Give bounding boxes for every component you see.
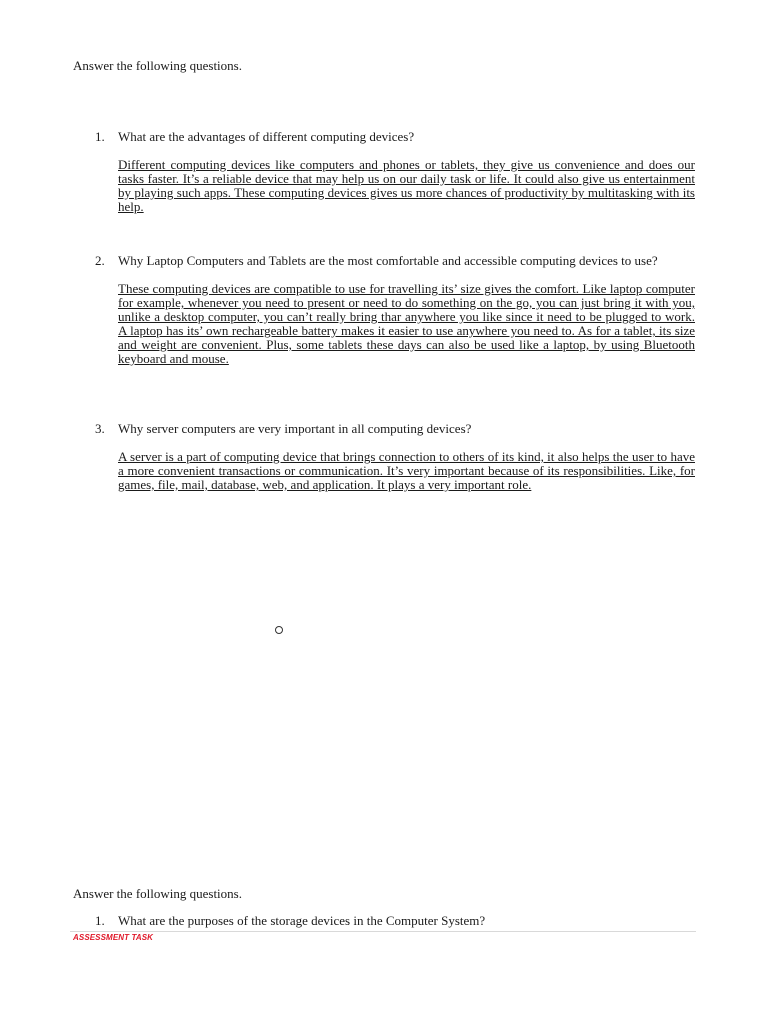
question-number: 1.	[95, 913, 105, 928]
question-text: Why server computers are very important in all computing devices?	[118, 421, 472, 436]
footer-label: ASSESSMENT TASK	[73, 933, 154, 942]
question-text: What are the advantages of different computing devices?	[118, 129, 415, 144]
answer-text: These computing devices are compatible to use for travelling its’ size gives the comfort. Like laptop computer for example, whenever you need to present or need to do something on the go, you can just bring it with you, unlike a desktop computer, you can’t really bring thar anywhere you like since it need to be plugged to work. A laptop has its’ own rechargeable battery makes it easier to use anywhere you need to. As for a tablet, its size and weight are convenient. Plus, some tablets these days can also be used like a laptop, by using Bluetooth keyboard and mouse.	[118, 281, 695, 366]
question-item-next	[95, 914, 695, 928]
answer-text: A server is a part of computing device that brings connection to others of its kind, it also helps the user to have a more convenient transactions or communication. It’s very important because of its responsibilities. Like, for games, file, mail, database, web, and application. It plays a very important role.	[118, 449, 695, 492]
question-item-1	[95, 130, 695, 214]
question-item-2	[95, 254, 695, 366]
question-number: 2.	[95, 253, 105, 268]
instructions-heading: Answer the following questions.	[73, 58, 242, 73]
question-number: 1.	[95, 129, 105, 144]
answer-text: Different computing devices like computers and phones or tablets, they give us convenience and does our tasks faster. It’s a reliable device that may help us on our daily task or life. It could also give us entertainment by playing such apps. These computing devices gives us more chances of productivity by multitasking with its help.	[118, 157, 695, 214]
footer-divider	[70, 931, 696, 932]
instructions-heading-2: Answer the following questions.	[73, 886, 242, 901]
question-number: 3.	[95, 421, 105, 436]
bullet-circle-icon	[275, 626, 283, 634]
question-item-3	[95, 422, 695, 492]
question-text: What are the purposes of the storage devices in the Computer System?	[118, 913, 486, 928]
question-text: Why Laptop Computers and Tablets are the most comfortable and accessible computing devices to use?	[118, 253, 658, 268]
